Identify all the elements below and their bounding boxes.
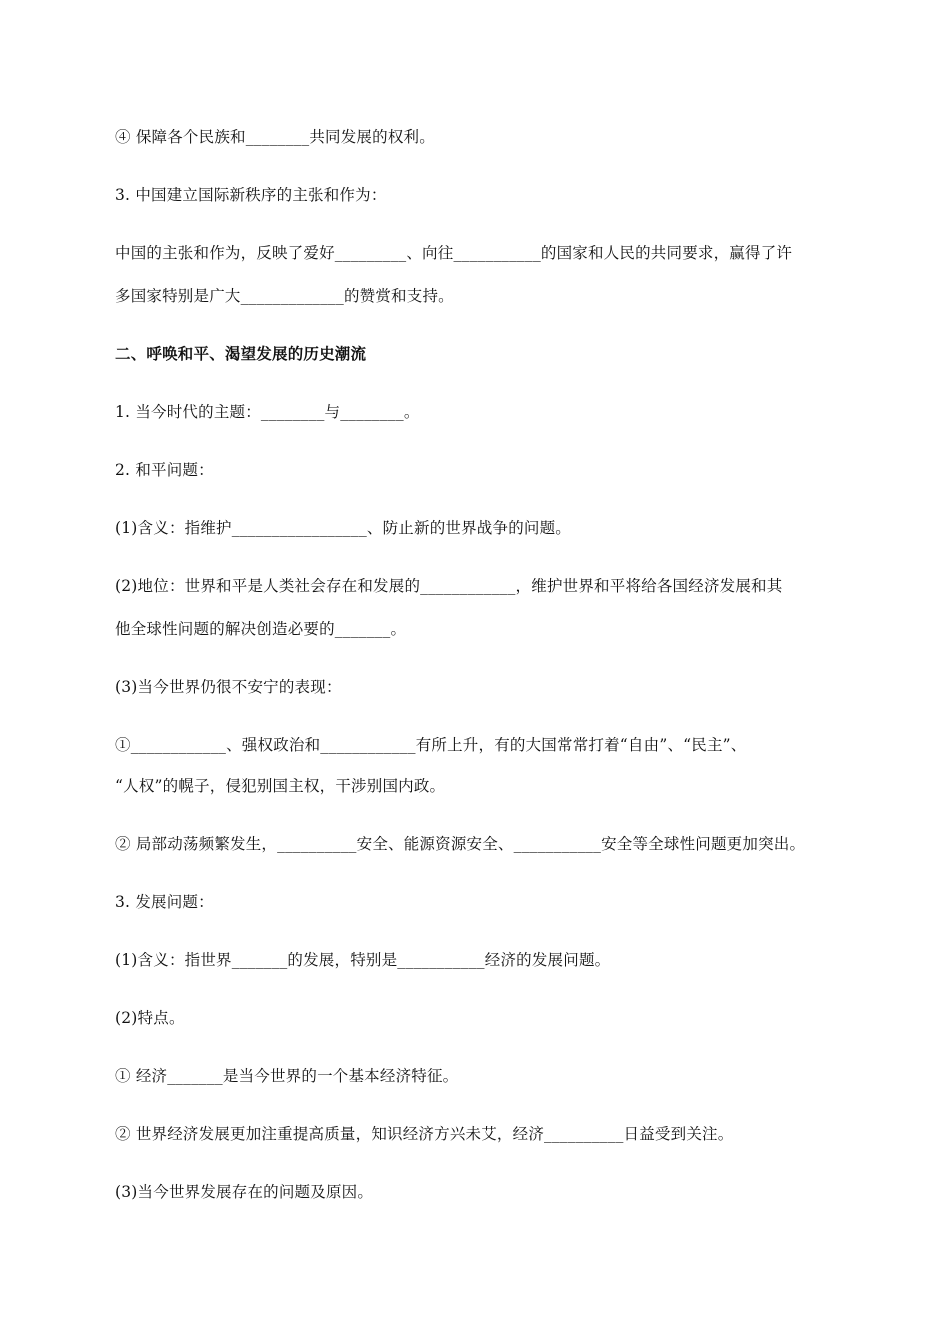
text-line-feature-item1: ① 经济_______是当今世界的一个基本经济特征。 bbox=[115, 1067, 459, 1085]
text-line-feature-item2: ② 世界经济发展更加注重提高质量，知识经济方兴未艾，经济__________日益受到关注。 bbox=[115, 1125, 734, 1143]
text-line-problems-heading: (3)当今世界发展存在的问题及原因。 bbox=[115, 1183, 374, 1201]
text-line-china-position-2: 多国家特别是广大_____________的赞赏和支持。 bbox=[115, 287, 454, 305]
text-line-china-position-1: 中国的主张和作为，反映了爱好_________、向往___________的国家和人民的共同要求，赢得了许 bbox=[115, 244, 793, 262]
section-heading-two: 二、呼唤和平、渴望发展的历史潮流 bbox=[115, 345, 367, 363]
text-line-peace-issue-heading: 2. 和平问题： bbox=[115, 461, 214, 479]
text-line-peace-status-1: (2)地位：世界和平是人类社会存在和发展的____________，维护世界和平将给各国经济发展和其 bbox=[115, 577, 783, 595]
text-line-item4-equal-rights: ④ 保障各个民族和________共同发展的权利。 bbox=[115, 128, 435, 146]
text-line-unrest-item2: ② 局部动荡频繁发生，__________安全、能源资源安全、___________安全等全球性问题更加突出。 bbox=[115, 835, 806, 853]
text-line-development-meaning: (1)含义：指世界_______的发展，特别是___________经济的发展问题。 bbox=[115, 951, 611, 969]
text-line-unrest-heading: (3)当今世界仍很不安宁的表现： bbox=[115, 678, 342, 696]
text-line-features-heading: (2)特点。 bbox=[115, 1009, 185, 1027]
text-line-era-theme: 1. 当今时代的主题：________与________。 bbox=[115, 403, 420, 421]
text-line-development-heading: 3. 发展问题： bbox=[115, 893, 214, 911]
text-line-peace-status-2: 他全球性问题的解决创造必要的_______。 bbox=[115, 620, 407, 638]
text-line-peace-meaning: (1)含义：指维护_________________、防止新的世界战争的问题。 bbox=[115, 519, 572, 537]
text-line-unrest-item1-a: ①____________、强权政治和____________有所上升，有的大国常常打着“自由”、“民主”、 bbox=[115, 736, 747, 754]
text-line-unrest-item1-b: “人权”的幌子，侵犯别国主权，干涉别国内政。 bbox=[115, 777, 446, 795]
text-line-china-order-heading: 3. 中国建立国际新秩序的主张和作为： bbox=[115, 186, 387, 204]
